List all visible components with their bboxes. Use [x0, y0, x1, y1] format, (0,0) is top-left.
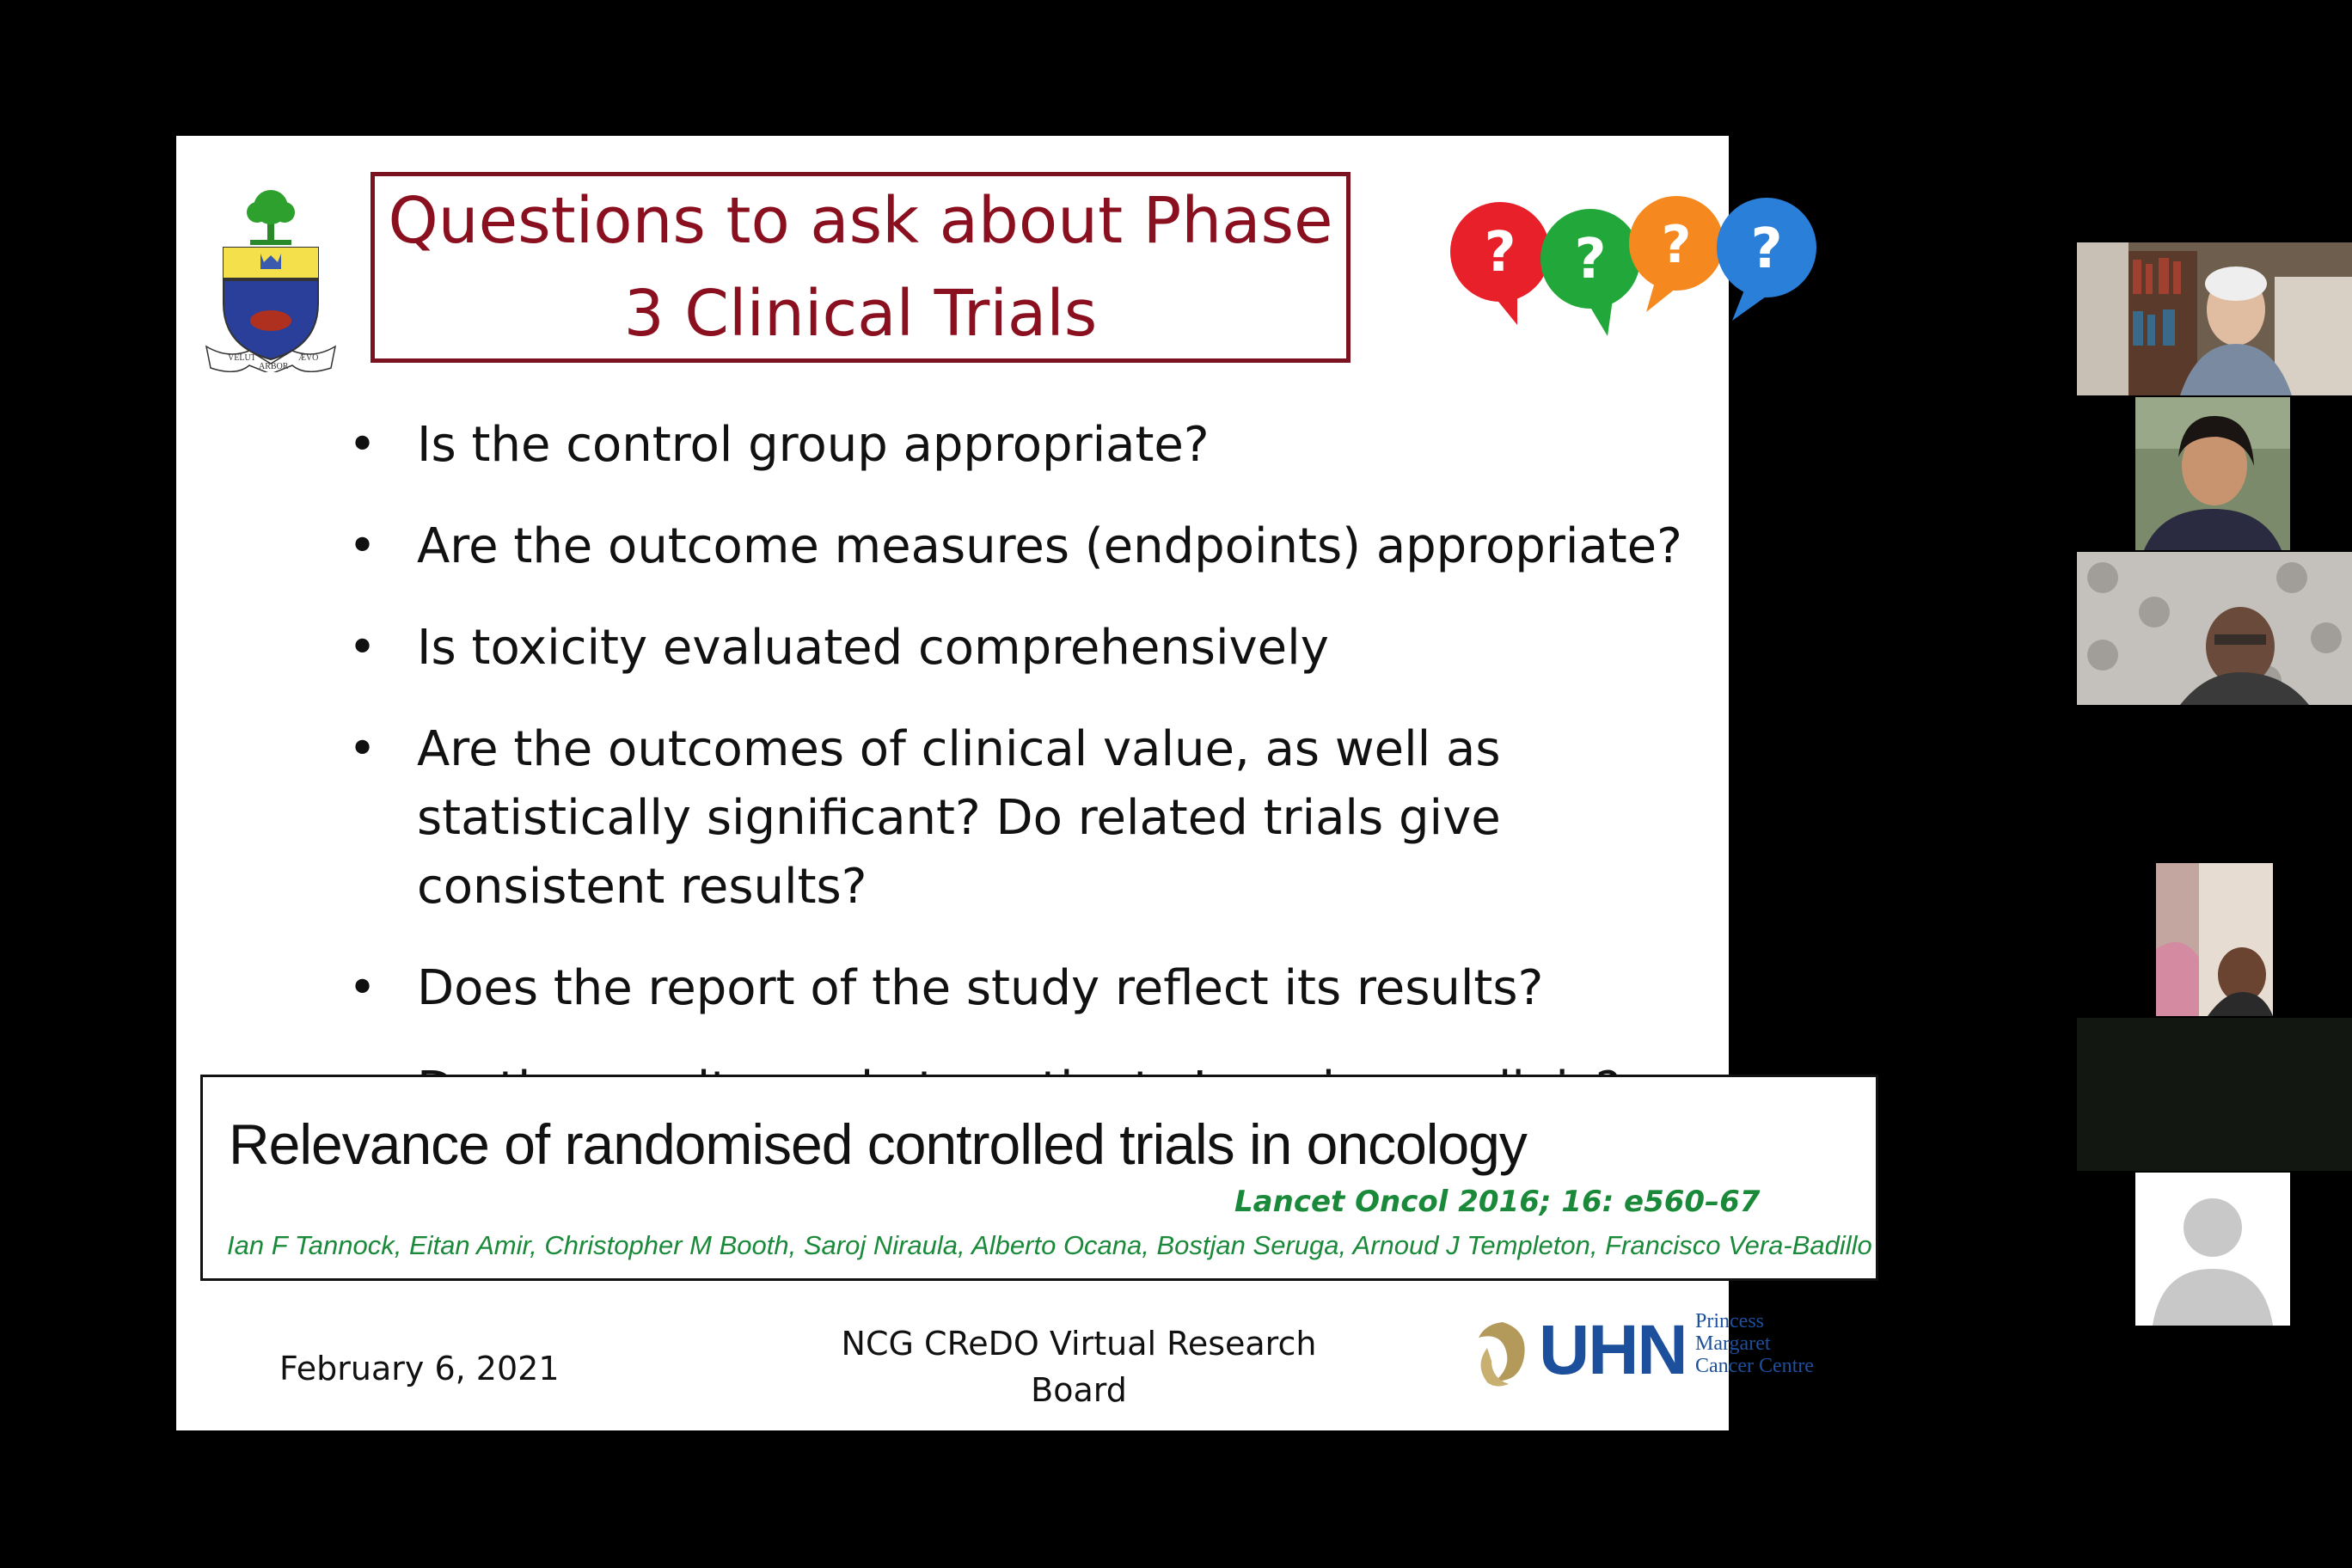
- participant-video-feed: [2156, 863, 2273, 1016]
- bullet-item: • Are the outcome measures (endpoints) appropriate?: [348, 512, 1706, 581]
- reference-journal: Lancet Oncol 2016; 16: e560–67: [1234, 1185, 1761, 1219]
- presentation-slide: [176, 136, 1872, 1430]
- bullet-dot-icon: •: [348, 620, 377, 676]
- participant-video-tile[interactable]: [2077, 1018, 2352, 1171]
- bullet-dot-icon: •: [348, 518, 377, 574]
- bullet-item: • Is toxicity evaluated comprehensively: [348, 614, 1706, 683]
- reference-title: Relevance of randomised controlled trials in oncology: [229, 1112, 1527, 1176]
- question-bubbles-icon: [1449, 192, 1844, 338]
- green-question-bubble-icon: [1540, 209, 1640, 336]
- slide-title-line-1: Questions to ask about Phase: [388, 184, 1333, 258]
- slide-board-name: [778, 1320, 1380, 1413]
- participant-video-feed: [2077, 1018, 2352, 1171]
- crest-motto-3: ÆVO: [298, 353, 319, 363]
- crest-motto-2: ARBOR: [259, 362, 289, 371]
- board-line-2: Board: [1031, 1371, 1127, 1409]
- bullet-dot-icon: •: [348, 417, 377, 473]
- red-question-bubble-icon: [1450, 202, 1550, 325]
- slide-title-box: [371, 172, 1351, 363]
- uhn-logo: [1470, 1303, 1831, 1398]
- orange-question-bubble-icon: [1629, 196, 1724, 312]
- svg-text:?: ?: [1750, 217, 1783, 281]
- uhn-logo-subtitle: Princess Margaret Cancer Centre: [1695, 1310, 1814, 1377]
- participant-video-tile[interactable]: [2156, 863, 2273, 1016]
- bullet-item: • Is the control group appropriate?: [348, 411, 1706, 480]
- svg-text:?: ?: [1574, 228, 1607, 291]
- bullet-dot-icon: •: [348, 721, 377, 777]
- slide-date: February 6, 2021: [279, 1350, 560, 1387]
- participant-video-feed: [2077, 552, 2352, 705]
- participant-video-tile[interactable]: [2077, 242, 2352, 395]
- question-bullet-list: [348, 411, 1706, 1157]
- uhn-swirl-icon: [1470, 1314, 1535, 1391]
- participant-video-feed: [2077, 242, 2352, 395]
- uhn-logo-text: UHN: [1539, 1311, 1687, 1389]
- board-line-1: NCG CReDO Virtual Research: [841, 1325, 1317, 1363]
- reference-authors: Ian F Tannock, Eitan Amir, Christopher M Booth, Saroj Niraula, Alberto Ocana, Bostjan Seruga, Arnoud J Templeton, Francisco Vera-Badillo: [227, 1230, 1872, 1260]
- slide-title-line-2: 3 Clinical Trials: [623, 277, 1098, 351]
- participant-video-feed: [2135, 397, 2290, 550]
- blue-question-bubble-icon: [1717, 198, 1816, 321]
- reference-citation-box: [200, 1075, 1878, 1281]
- svg-text:?: ?: [1661, 215, 1692, 275]
- bullet-item: • Does the report of the study reflect its results?: [348, 954, 1706, 1023]
- participant-video-tile[interactable]: [2077, 552, 2352, 705]
- participant-video-tile[interactable]: [2135, 397, 2290, 550]
- participant-video-tile[interactable]: [2135, 1173, 2290, 1326]
- user-avatar-placeholder-icon: [2135, 1173, 2290, 1326]
- svg-text:?: ?: [1484, 221, 1516, 285]
- bullet-dot-icon: •: [348, 960, 377, 1016]
- bullet-item: • Are the outcomes of clinical value, as well as statistically significant? Do related trials give consistent results?: [348, 715, 1706, 922]
- university-crest-logo: [202, 183, 340, 372]
- crest-motto-1: VELUT: [228, 353, 256, 363]
